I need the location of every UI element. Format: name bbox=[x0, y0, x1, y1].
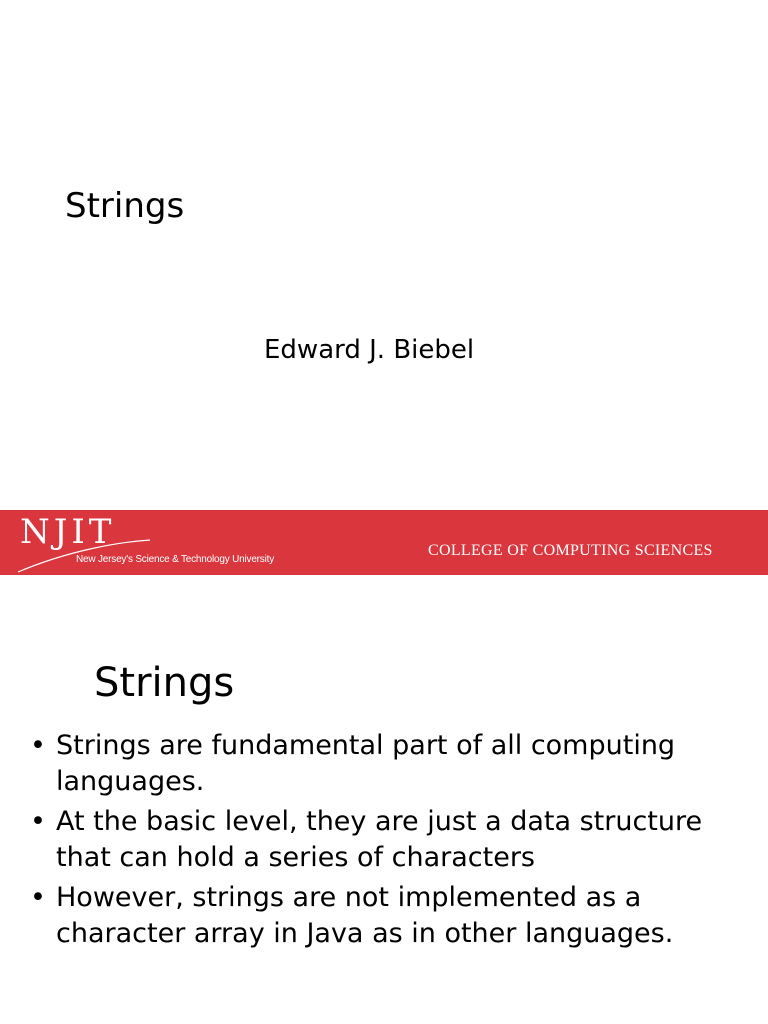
university-tagline: New Jersey's Science & Technology University bbox=[76, 554, 275, 565]
slide2-title: Strings bbox=[94, 660, 235, 706]
bullet-icon: • bbox=[30, 730, 46, 761]
bullet-item bbox=[30, 880, 730, 952]
bullet-icon: • bbox=[30, 806, 46, 837]
bullet-item bbox=[30, 804, 730, 876]
bullet-icon: • bbox=[30, 882, 46, 913]
college-name: COLLEGE OF COMPUTING SCIENCES bbox=[428, 542, 713, 559]
bullet-list bbox=[30, 728, 730, 956]
bullet-text: However, strings are not implemented as a character array in Java as in other languages. bbox=[56, 882, 674, 949]
author-name: Edward J. Biebel bbox=[264, 335, 475, 365]
bullet-item bbox=[30, 728, 730, 800]
njit-banner bbox=[0, 510, 768, 575]
bullet-text: At the basic level, they are just a data structure that can hold a series of characters bbox=[56, 806, 703, 873]
njit-logo: NJIT bbox=[20, 512, 116, 552]
slide-title: Strings bbox=[65, 186, 185, 226]
bullet-text: Strings are fundamental part of all computing languages. bbox=[56, 730, 676, 797]
